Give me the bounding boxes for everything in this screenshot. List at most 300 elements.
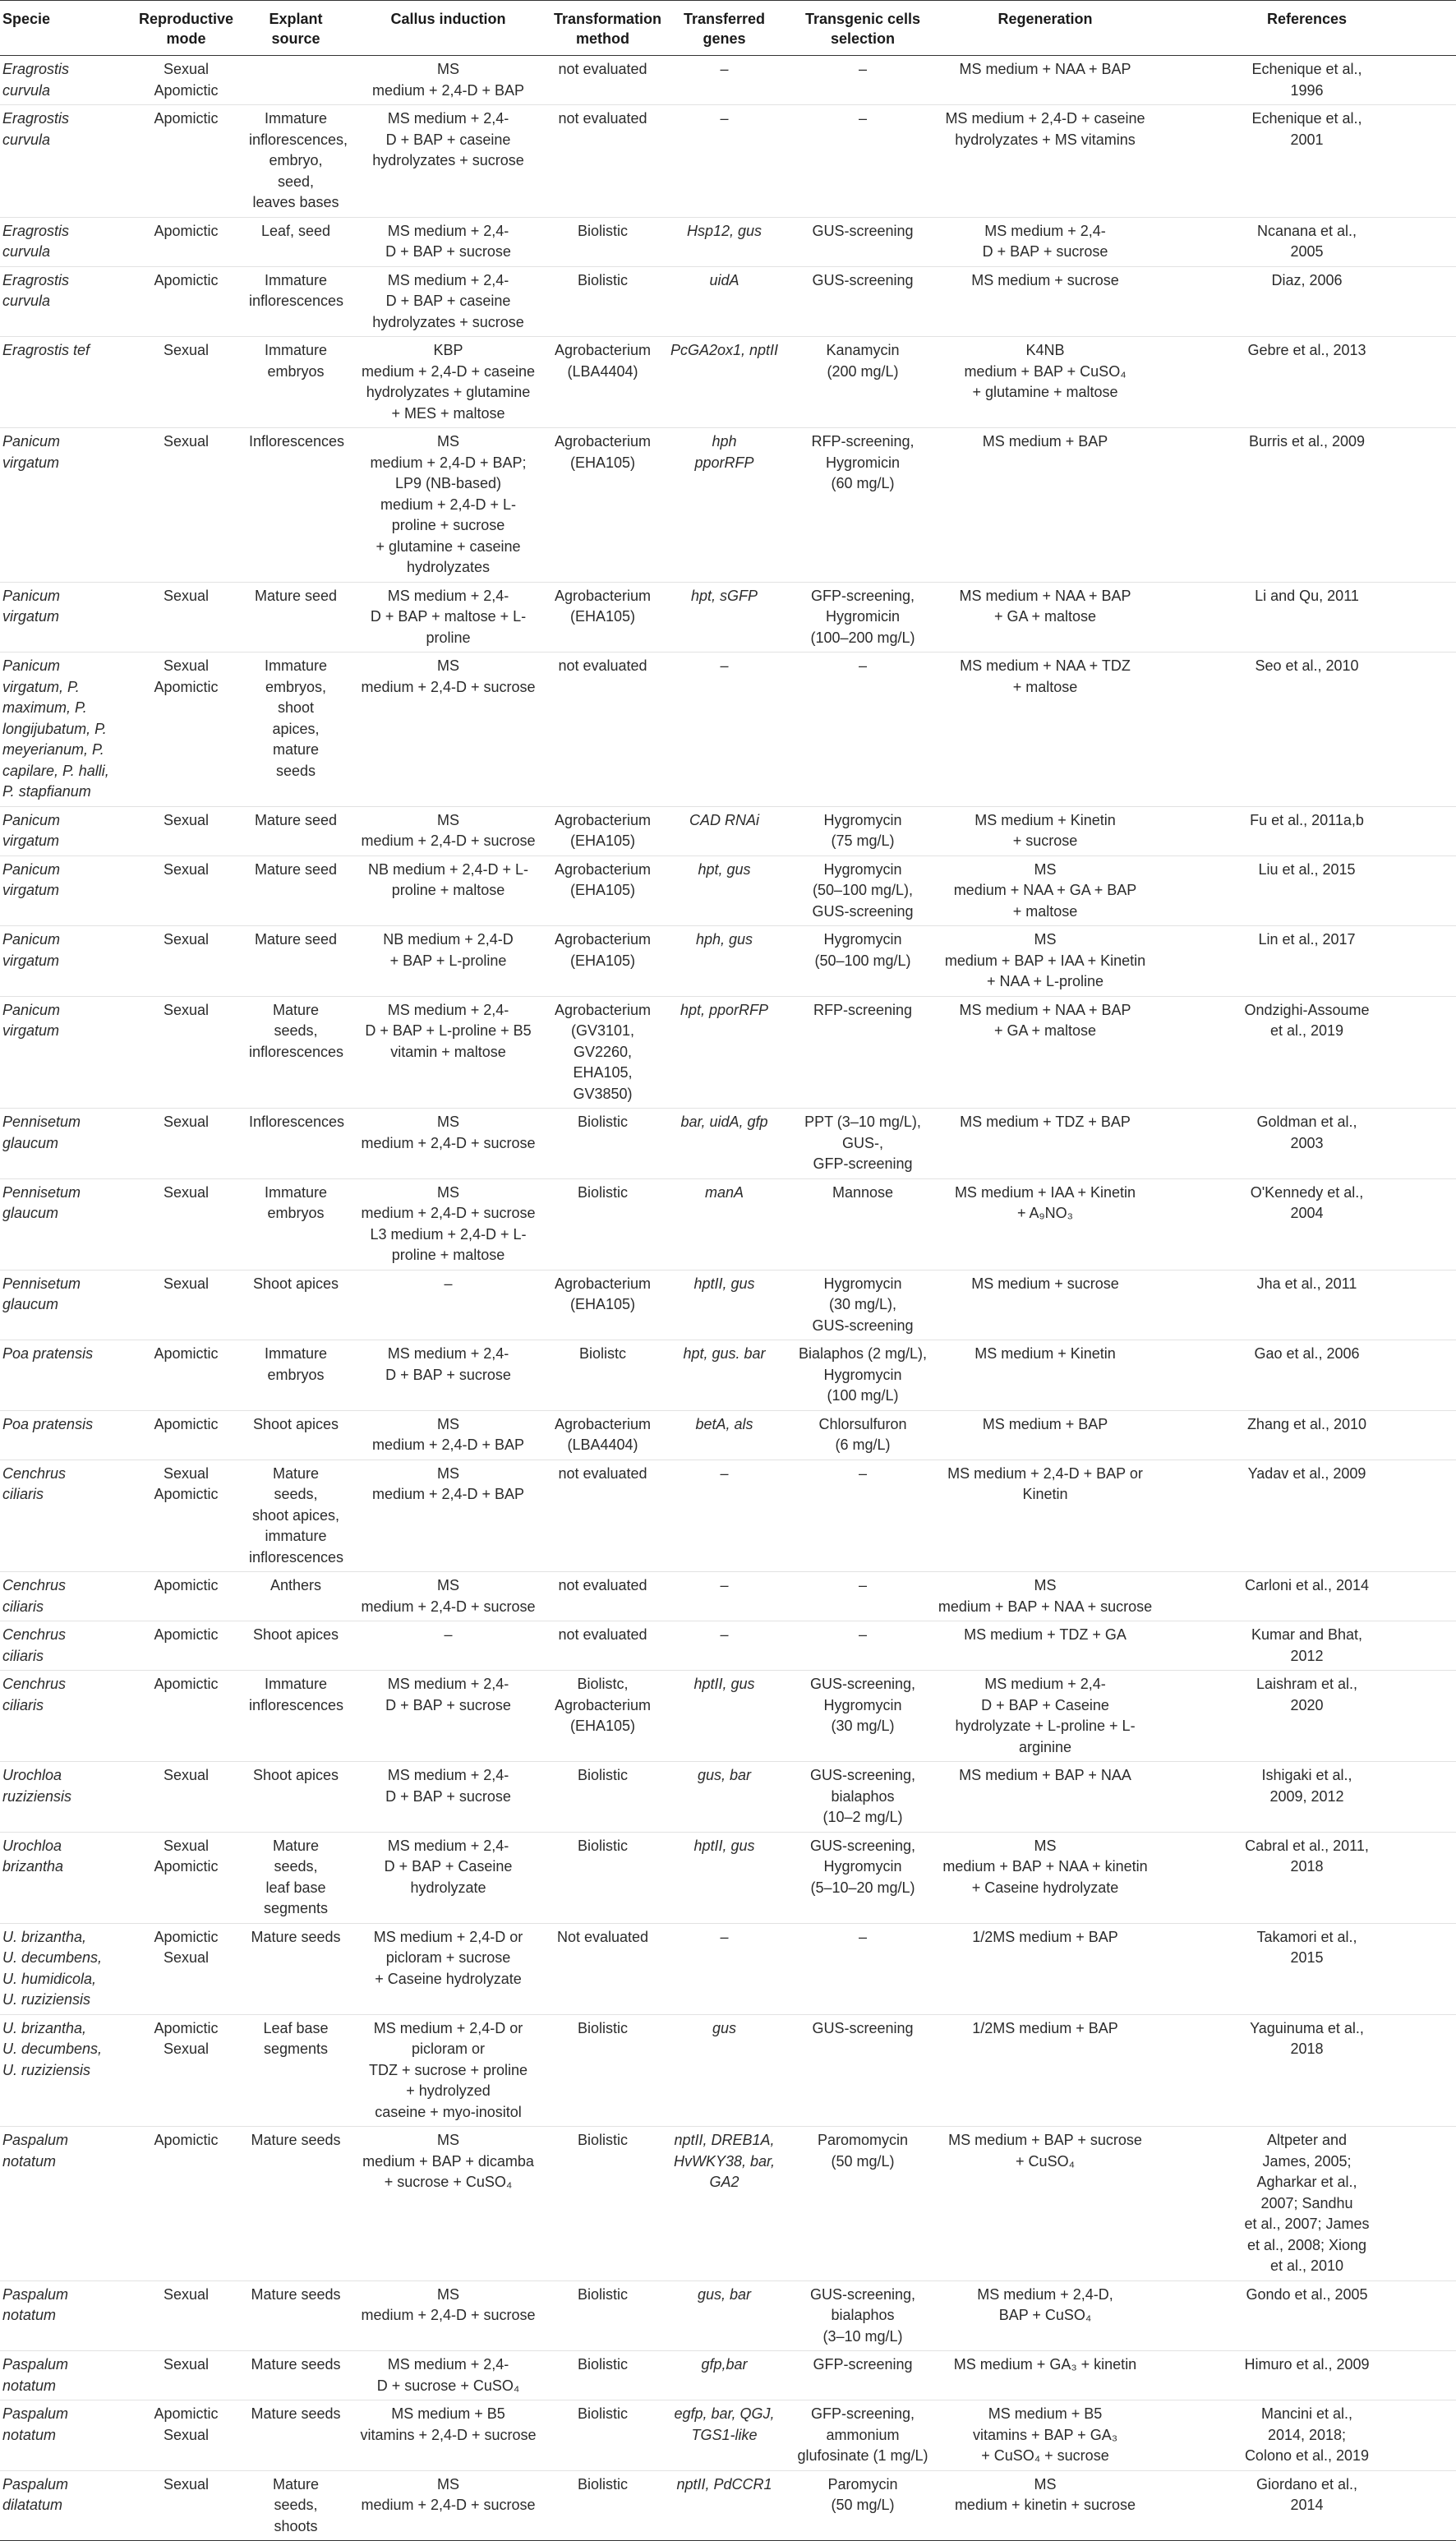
cell-line: Biolistic [577, 1183, 628, 1201]
cell-line: Mature seed [254, 587, 338, 604]
cell-line: Biolistic [577, 2019, 628, 2036]
cell-line: Paromycin [827, 2475, 898, 2493]
cell-line: Burris et al., 2009 [1248, 433, 1366, 450]
cell-transgenic-cells-selection [793, 1671, 933, 1762]
cell-line: seeds [275, 762, 316, 779]
cell-line: Sexual [163, 1114, 210, 1130]
cell-references [1158, 855, 1456, 926]
cell-line: Carloni et al., 2014 [1244, 1577, 1370, 1593]
cell-transferred-genes [656, 2351, 793, 2400]
cell-callus-induction [347, 1923, 550, 2014]
cell-transformation-method [550, 2280, 656, 2351]
table-row [0, 582, 1456, 653]
cell-references [1158, 996, 1456, 1109]
cell-explant-source [245, 2014, 347, 2127]
cell-line: Paspalum [2, 2285, 69, 2303]
cell-references [1158, 266, 1456, 337]
cell-line: hph [712, 433, 737, 450]
cell-line: Eragrostis [2, 61, 70, 77]
cell-transferred-genes [656, 1109, 793, 1179]
cell-line: Mature seed [254, 860, 338, 878]
cell-line: notatum [2, 2426, 57, 2443]
cell-references [1158, 926, 1456, 997]
cell-line: Seo et al., 2010 [1255, 657, 1359, 674]
cell-line: Agrobacterium [554, 1001, 652, 1018]
cell-references [1158, 2014, 1456, 2127]
cell-line: MS medium + 2,4-D + caseine [945, 110, 1145, 127]
cell-specie [0, 428, 127, 583]
cell-line: MS [437, 1114, 459, 1130]
cell-callus-induction [347, 2470, 550, 2541]
cell-line: Agrobacterium [554, 1415, 652, 1432]
cell-line: GFP-screening [813, 2356, 913, 2373]
cell-line: maximum, P. [2, 699, 87, 716]
cell-transgenic-cells-selection [793, 1621, 933, 1671]
cell-line: MS medium + TDZ + GA [964, 1626, 1127, 1643]
cell-line: Mature seed [254, 811, 338, 828]
table-row [0, 2400, 1456, 2471]
cell-line: TDZ + sucrose + proline [368, 2061, 528, 2078]
cell-line: Biolistic [577, 1767, 628, 1783]
header-line: Transferred [683, 11, 766, 27]
cell-line: MS medium + BAP [982, 1415, 1108, 1432]
cell-references [1158, 1109, 1456, 1179]
cell-specie [0, 217, 127, 266]
cell-specie [0, 926, 127, 997]
cell-line: Biolistic [577, 271, 628, 288]
cell-line: medium + 2,4-D + BAP [371, 1486, 525, 1502]
cell-line: Inflorescences [249, 1114, 345, 1130]
cell-transferred-genes [656, 855, 793, 926]
cell-line: O'Kennedy et al., [1250, 1183, 1364, 1201]
cell-line: Eragrostis tef [2, 342, 90, 358]
cell-line: Shoot apices [252, 1626, 339, 1643]
cell-line: MS medium + TDZ + BAP [960, 1114, 1131, 1130]
cell-line: MS medium + 2,4- [387, 271, 509, 288]
cell-reproductive-mode [127, 428, 245, 583]
cell-line: Sexual [163, 2041, 210, 2057]
cell-line: Apomictic [154, 222, 219, 239]
table-row [0, 1572, 1456, 1621]
cell-specie [0, 855, 127, 926]
cell-line: Ncanana et al., [1256, 222, 1357, 239]
cell-line: (GV3101, GV2260, [570, 1022, 635, 1060]
cell-transgenic-cells-selection [793, 582, 933, 653]
column-header-reproductive-mode [127, 1, 245, 56]
cell-line: gfp,bar [701, 2356, 748, 2373]
cell-line: GFP-screening, [810, 2405, 915, 2422]
cell-line: MS medium + BAP + sucrose [948, 2132, 1142, 2148]
cell-line: MS medium + 2,4-D or [373, 1928, 523, 1945]
cell-line: Yadav et al., 2009 [1247, 1464, 1366, 1482]
cell-explant-source [245, 337, 347, 428]
cell-line: inflorescences [249, 293, 344, 309]
cell-specie [0, 105, 127, 218]
cell-reproductive-mode [127, 2400, 245, 2471]
cell-callus-induction [347, 996, 550, 1109]
cell-reproductive-mode [127, 1178, 245, 1270]
cell-line: Panicum [2, 1001, 61, 1018]
cell-line: L3 medium + 2,4-D + L- [370, 1225, 527, 1243]
cell-line: – [858, 1464, 867, 1482]
cell-specie [0, 2351, 127, 2400]
cell-reproductive-mode [127, 56, 245, 105]
cell-references [1158, 56, 1456, 105]
cell-line: Panicum [2, 657, 61, 674]
table-row [0, 806, 1456, 855]
cell-regeneration [933, 1762, 1158, 1833]
cell-transferred-genes [656, 266, 793, 337]
cell-line: MS [437, 1464, 459, 1482]
column-header-explant-source [245, 1, 347, 56]
cell-regeneration [933, 266, 1158, 337]
cell-line: hpt, gus. bar [683, 1345, 766, 1362]
cell-line: Mature seeds [251, 2405, 341, 2422]
cell-line: brizantha [2, 1858, 64, 1875]
cell-line: MS [1034, 931, 1057, 948]
cell-line: U. ruziziensis [2, 1991, 91, 2008]
cell-line: hydrolyzate + L-proline + L- [955, 1718, 1136, 1734]
cell-transformation-method [550, 266, 656, 337]
cell-line: 1996 [1290, 81, 1324, 99]
cell-line: hpt, sGFP [690, 587, 758, 604]
cell-transferred-genes [656, 337, 793, 428]
cell-line: P. stapfianum [2, 783, 91, 800]
cell-line: glaucum [2, 1134, 59, 1151]
cell-line: medium + BAP + NAA + sucrose [938, 1598, 1153, 1615]
cell-line: Ondzighi-Assoume [1244, 1001, 1370, 1018]
cell-specie [0, 1621, 127, 1671]
cell-line: 2007; Sandhu [1260, 2194, 1353, 2211]
cell-line: (10–2 mg/L) [822, 1809, 903, 1825]
cell-reproductive-mode [127, 1762, 245, 1833]
cell-line: Apomictic [154, 678, 219, 695]
cell-callus-induction [347, 1270, 550, 1340]
cell-line: Biolistc, [577, 1676, 629, 1692]
cell-line: Apomictic [154, 1626, 219, 1643]
cell-regeneration [933, 806, 1158, 855]
cell-explant-source [245, 1410, 347, 1460]
cell-transformation-method [550, 56, 656, 105]
cell-explant-source [245, 1621, 347, 1671]
cell-line: hydrolyzate [410, 1879, 486, 1896]
cell-line: MS medium + 2,4- [387, 1767, 509, 1783]
header-line: References [1266, 11, 1348, 27]
cell-line: Chlorsulfuron [818, 1415, 907, 1432]
table-row [0, 1762, 1456, 1833]
cell-line: Apomictic [154, 2019, 219, 2036]
cell-line: not evaluated [558, 1626, 647, 1643]
cell-line: – [720, 1464, 729, 1482]
cell-line: – [720, 657, 729, 674]
cell-specie [0, 1923, 127, 2014]
cell-line: Immature [264, 110, 328, 127]
cell-line: CAD RNAi [689, 811, 759, 828]
cell-transformation-method [550, 1340, 656, 1411]
cell-callus-induction [347, 1832, 550, 1923]
cell-line: Li and Qu, 2011 [1255, 587, 1359, 604]
cell-line: 1/2MS medium + BAP [972, 2019, 1118, 2036]
cell-regeneration [933, 2280, 1158, 2351]
cell-line: nptII, PdCCR1 [676, 2475, 772, 2493]
cell-line: inflorescences [249, 1043, 344, 1060]
cell-line: 2014, 2018; [1267, 2426, 1347, 2443]
cell-specie [0, 2014, 127, 2127]
cell-regeneration [933, 2400, 1158, 2471]
cell-line: MS [1034, 2475, 1057, 2493]
cell-line: Gebre et al., 2013 [1247, 342, 1366, 358]
cell-regeneration [933, 337, 1158, 428]
cell-regeneration [933, 2014, 1158, 2127]
cell-line: MS medium + NAA + BAP [959, 61, 1131, 77]
cell-line: egfp, bar, QGJ, [674, 2405, 775, 2422]
cell-references [1158, 2127, 1456, 2281]
table-row [0, 1460, 1456, 1572]
cell-line: not evaluated [558, 1577, 647, 1593]
cell-transgenic-cells-selection [793, 428, 933, 583]
cell-references [1158, 428, 1456, 583]
cell-line: + NAA + L-proline [986, 973, 1104, 989]
cell-line: – [858, 110, 867, 127]
cell-line: Hygromycin [823, 1696, 902, 1713]
cell-line: medium + 2,4-D + caseine [361, 362, 536, 380]
cell-line: – [720, 110, 729, 127]
cell-line: inflorescences, [249, 131, 348, 148]
cell-line: Apomictic [154, 81, 219, 99]
cell-line: shoot apices, [251, 1506, 340, 1524]
cell-transferred-genes [656, 1460, 793, 1572]
cell-callus-induction [347, 855, 550, 926]
cell-line: GUS-screening, [809, 1837, 916, 1854]
cell-line: 2018 [1290, 1858, 1324, 1875]
cell-transferred-genes [656, 1762, 793, 1833]
cell-line: embryos, shoot [265, 678, 327, 716]
cell-transgenic-cells-selection [793, 1109, 933, 1179]
cell-transgenic-cells-selection [793, 2014, 933, 2127]
cell-line: Agrobacterium [554, 587, 652, 604]
cell-line: Sexual [163, 587, 210, 604]
cell-line: medium + kinetin + sucrose [954, 2497, 1136, 2513]
table-row [0, 337, 1456, 428]
cell-line: Hygromicin [825, 608, 901, 625]
cell-references [1158, 2400, 1456, 2471]
cell-line: segments [263, 2041, 329, 2057]
cell-reproductive-mode [127, 1923, 245, 2014]
cell-line: Hygromycin [823, 1858, 902, 1875]
cell-line: Sexual [163, 931, 210, 948]
cell-specie [0, 1572, 127, 1621]
cell-line: (30 mg/L) [831, 1718, 895, 1734]
cell-line: MS medium + 2,4-D + BAP or [947, 1464, 1143, 1482]
cell-line: ammonium [826, 2426, 900, 2443]
cell-line: immature [265, 1528, 327, 1544]
cell-line: Apomictic [154, 1486, 219, 1502]
cell-line: GUS-screening [812, 222, 914, 239]
cell-transformation-method [550, 1270, 656, 1340]
cell-line: EHA105, GV3850) [573, 1064, 633, 1102]
cell-line: hydrolyzates + sucrose [372, 313, 524, 330]
cell-line: GUS-screening, [809, 1767, 916, 1783]
cell-reproductive-mode [127, 926, 245, 997]
header-line: mode [166, 30, 206, 47]
cell-callus-induction [347, 217, 550, 266]
cell-line: (LBA4404) [567, 1437, 638, 1453]
header-line: genes [703, 30, 746, 47]
table-row [0, 1340, 1456, 1411]
cell-line: TGS1-like [691, 2426, 758, 2443]
cell-line: Mannose [832, 1183, 894, 1201]
cell-transgenic-cells-selection [793, 2351, 933, 2400]
cell-regeneration [933, 428, 1158, 583]
cell-line: Sexual [163, 1767, 210, 1783]
cell-line: Leaf, seed [260, 222, 331, 239]
cell-line: Liu et al., 2015 [1258, 860, 1356, 878]
header-line: Specie [2, 11, 51, 27]
cell-line: medium + 2,4-D + BAP; [370, 454, 527, 471]
cell-line: leaves bases [252, 194, 339, 210]
cell-line: Leaf base [263, 2019, 329, 2036]
cell-line: Shoot apices [252, 1415, 339, 1432]
cell-transformation-method [550, 337, 656, 428]
cell-line: et al., 2008; Xiong [1246, 2236, 1367, 2253]
cell-callus-induction [347, 1460, 550, 1572]
cell-specie [0, 56, 127, 105]
cell-regeneration [933, 1109, 1158, 1179]
cell-references [1158, 1178, 1456, 1270]
cell-references [1158, 1410, 1456, 1460]
cell-transformation-method [550, 1109, 656, 1179]
cell-explant-source [245, 1340, 347, 1411]
cell-line: U. decumbens, [2, 1949, 103, 1966]
column-header-specie [0, 1, 127, 56]
cell-line: Pennisetum [2, 1114, 81, 1130]
cell-line: bialaphos [831, 2307, 895, 2323]
cell-line: MS medium + NAA + BAP [959, 587, 1131, 604]
cell-line: Paspalum [2, 2356, 69, 2373]
cell-line: MS medium + NAA + TDZ [960, 657, 1131, 674]
cell-regeneration [933, 1923, 1158, 2014]
cell-transferred-genes [656, 1923, 793, 2014]
cell-callus-induction [347, 337, 550, 428]
cell-line: Panicum [2, 931, 61, 948]
cell-transgenic-cells-selection [793, 2280, 933, 2351]
cell-line: notatum [2, 2152, 57, 2170]
cell-references [1158, 1671, 1456, 1762]
cell-line: MS [1034, 1837, 1057, 1854]
cell-line: glaucum [2, 1205, 59, 1221]
cell-line: Takamori et al., [1256, 1928, 1357, 1945]
cell-specie [0, 1671, 127, 1762]
cell-explant-source [245, 56, 347, 105]
table-row [0, 653, 1456, 807]
table-row [0, 2014, 1456, 2127]
cell-transformation-method [550, 1410, 656, 1460]
cell-line: Immature [264, 1183, 328, 1201]
cell-transgenic-cells-selection [793, 806, 933, 855]
cell-line: vitamins + 2,4-D + sucrose [360, 2426, 537, 2443]
cell-line: hptII, gus [693, 1676, 755, 1692]
cell-line: – [858, 657, 867, 674]
table-row [0, 105, 1456, 218]
table-body [0, 56, 1456, 2541]
cell-line: GUS-screening [812, 2019, 914, 2036]
cell-line: Mature seeds, [272, 1001, 320, 1039]
cell-line: medium + 2,4-D + sucrose [361, 832, 536, 849]
cell-explant-source [245, 2351, 347, 2400]
cell-transferred-genes [656, 1270, 793, 1340]
cell-line: inflorescences [249, 1696, 344, 1713]
cell-line: Hsp12, gus [686, 222, 763, 239]
cell-line: Biolistic [577, 2285, 628, 2303]
cell-line: Panicum [2, 433, 61, 450]
cell-line: 2020 [1290, 1696, 1324, 1713]
cell-line: HvWKY38, bar, [673, 2152, 776, 2170]
header-line: Explant [269, 11, 323, 27]
cell-line: embryo, seed, [269, 152, 323, 190]
cell-line: capilare, P. halli, [2, 762, 109, 779]
cell-line: not evaluated [558, 1464, 647, 1482]
cell-line: virgatum [2, 952, 60, 969]
cell-references [1158, 217, 1456, 266]
cell-line: Urochloa [2, 1767, 62, 1783]
cell-line: (200 mg/L) [827, 362, 899, 380]
cell-references [1158, 1572, 1456, 1621]
cell-line: + GA + maltose [993, 608, 1097, 625]
cell-line: Poa pratensis [2, 1415, 94, 1432]
cell-line: et al., 2019 [1269, 1022, 1344, 1039]
cell-explant-source [245, 266, 347, 337]
cell-regeneration [933, 582, 1158, 653]
cell-transgenic-cells-selection [793, 266, 933, 337]
cell-explant-source [245, 2470, 347, 2541]
cell-line: Apomictic [154, 1577, 219, 1593]
cell-explant-source [245, 926, 347, 997]
cell-line: Hygromycin [823, 1275, 902, 1292]
cell-regeneration [933, 1340, 1158, 1411]
table-row [0, 1109, 1456, 1179]
cell-line: Urochloa [2, 1837, 62, 1854]
cell-transgenic-cells-selection [793, 1410, 933, 1460]
cell-line: medium + 2,4-D + sucrose [361, 1598, 536, 1615]
cell-line: Sexual [163, 1275, 210, 1292]
cell-line: MS [437, 61, 459, 77]
cell-line: + CuSO₄ + sucrose [981, 2447, 1109, 2464]
cell-line: ciliaris [2, 1696, 44, 1713]
cell-line: Biolistic [577, 222, 628, 239]
cell-line: Hygromycin [823, 811, 902, 828]
cell-explant-source [245, 582, 347, 653]
cell-line: + glutamine + maltose [972, 384, 1118, 400]
cell-references [1158, 1270, 1456, 1340]
cell-regeneration [933, 653, 1158, 807]
cell-line: Immature [264, 342, 328, 358]
cell-reproductive-mode [127, 1410, 245, 1460]
cell-line: Sexual [163, 1183, 210, 1201]
cell-reproductive-mode [127, 1270, 245, 1340]
cell-line: gus [712, 2019, 737, 2036]
cell-explant-source [245, 1460, 347, 1572]
cell-line: ruziziensis [2, 1787, 72, 1805]
cell-line: Gondo et al., 2005 [1246, 2285, 1368, 2303]
cell-callus-induction [347, 56, 550, 105]
cell-line: not evaluated [558, 110, 647, 127]
cell-line: Mature seeds, [272, 1837, 320, 1875]
table-row [0, 1410, 1456, 1460]
cell-explant-source [245, 2400, 347, 2471]
cell-line: (EHA105) [569, 608, 636, 625]
cell-line: MS medium + GA₃ + kinetin [953, 2356, 1137, 2373]
cell-reproductive-mode [127, 337, 245, 428]
